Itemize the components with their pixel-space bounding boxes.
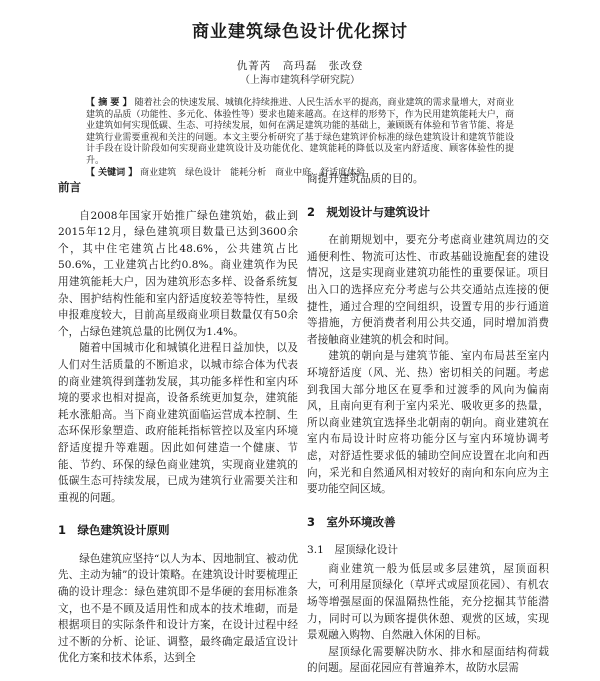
abstract-label: 【 摘 要 】 bbox=[86, 98, 132, 108]
abstract-text: 随着社会的快速发展、城镇化持续推进、人民生活水平的提高，商业建筑的需求量增大，对商业建筑的品质（功能性、多元化、体验性等）要求也随来越高。在这样的形势下，作为民用建筑能耗大户，商业建筑如何实现低碳、生态、可持续发展，如何在满足建筑功能的基础上，兼顾既有体验和节省节能、将是建筑行业需要重视和关注的问题。本文主要分析研究了基于绿色建筑评价标准的绿色建筑设计和建筑节能设计手段在设计阶段如何实现商业建筑设计及功能优化、建筑能耗的降低以及室内舒适度、顾客体验性的提升。 bbox=[86, 98, 514, 166]
preface-heading: 前言 bbox=[58, 180, 81, 194]
section-1-heading: 1 绿色建筑设计原则 bbox=[58, 523, 170, 538]
right-column bbox=[307, 171, 549, 677]
section-3-heading: 3 室外环境改善 bbox=[307, 514, 396, 529]
affiliation: （上海市建筑科学研究院） bbox=[240, 75, 360, 86]
section-3-1-heading: 3.1 屋顶绿化设计 bbox=[307, 544, 399, 557]
left-column bbox=[58, 165, 298, 667]
section-2-heading: 2 规划设计与建筑设计 bbox=[307, 204, 431, 219]
section-2-paragraph-2: 建筑的朝向是与建筑节能、室内布局甚至室内环境舒适度（风、光、热）密切相关的问题。考虑到我国大部分地区在夏季和过渡季的风向为偏南风，且南向更有利于室内采光、吸收更多的热量，所以商业建筑宜选择坐北朝南的朝向。商业建筑在室内布局设计时应将功能分区与室内环境协调考虑，对舒适性要求低的辅助空间应设置在北向和西向，采光和自然通风相对较好的南向和东向应为主要功能空间区域。 bbox=[307, 350, 549, 496]
keywords-text: 商业建筑 绿色设计 能耗分析 商业中庭 舒适度体验 bbox=[140, 167, 366, 178]
abstract-paragraph bbox=[86, 98, 514, 168]
preface-paragraph-1: 自2008年国家开始推广绿色建筑始，截止到2015年12月，绿色建筑项目数量已达到3600余个，其中住宅建筑占比48.6%，公共建筑占比50.6%，工业建筑占比约0.8%。商业建筑作为民用建筑能耗大户，因为建筑形态多样、设备系统复杂、围护结构性能和室内舒适度较差等特性，星级申报难度较大，目前高星级商业项目数量仅有50余个，占绿色建筑总量的比例仅为1.4%。 bbox=[58, 209, 298, 338]
section-3-1-paragraph-1: 商业建筑一般为低层或多层建筑，屋顶面积大，可利用屋顶绿化（草坪式或屋顶花园）、有机农场等增强屋面的保温隔热性能，充分挖掘其节能潜力，同时可以为顾客提供休憩、观赏的区域，实现景观融入购物、自然融入休闲的目标。 bbox=[307, 562, 549, 642]
author-list: 仇菁芮 高玛磊 张改登 bbox=[236, 60, 364, 72]
section-2-paragraph-1: 在前期规划中，要充分考虑商业建筑周边的交通便利性、物流可达性、市政基础设施配套的建设情况，这是实现商业建筑功能性的重要保证。项目出入口的选择应充分考虑与公共交通站点连接的便捷性，通过合理的空间组织，设置专用的步行通道等措施，方便消费者利用公共交通，同时增加消费者接触商业建筑的机会和时间。 bbox=[307, 234, 549, 346]
paper-title: 商业建筑绿色设计优化探讨 bbox=[192, 22, 408, 42]
section-3-1-paragraph-2: 屋顶绿化需要解决防水、排水和屋面结构荷载的问题。屋面花园应有普遍养木，故防水层需 bbox=[307, 645, 549, 675]
keywords-label: 【 关键词 】 bbox=[86, 167, 138, 178]
section-1-paragraph-1: 绿色建筑应坚持“以人为本、因地制宜、被动优先、主动为辅”的设计策略。在建筑设计时要梳理正确的设计理念：绿色建筑即不是华硬的套用标准条文，也不是不顾及适用性和成本的技术堆砌，而是根据项目的实际条件和设计方案，在设计过程中经过不断的分析、论证、调整，最终确定最适宜设计优化方案和技术体系，达到全 bbox=[58, 552, 298, 665]
carry-over-text: 商提升建筑品质的目的。 bbox=[307, 173, 424, 185]
preface-paragraph-2: 随着中国城市化和城镇化进程日益加快，以及人们对生活质量的不断追求，以城市综合体为代表的商业建筑得到蓬勃发展，其功能多样性和室内环境的要求也相对提高，设备系统更加复杂，建筑能耗水涨船高。当下商业建筑面临运营成本控制、生态环保形象塑造、政府能耗指标管控以及室内环境舒适度提升等难题。因此如何建造一个健康、节能、节约、环保的绿色商业建筑，实现商业建筑的低碳生态可持续发展，已成为建筑行业需要关注和重视的问题。 bbox=[58, 342, 298, 504]
